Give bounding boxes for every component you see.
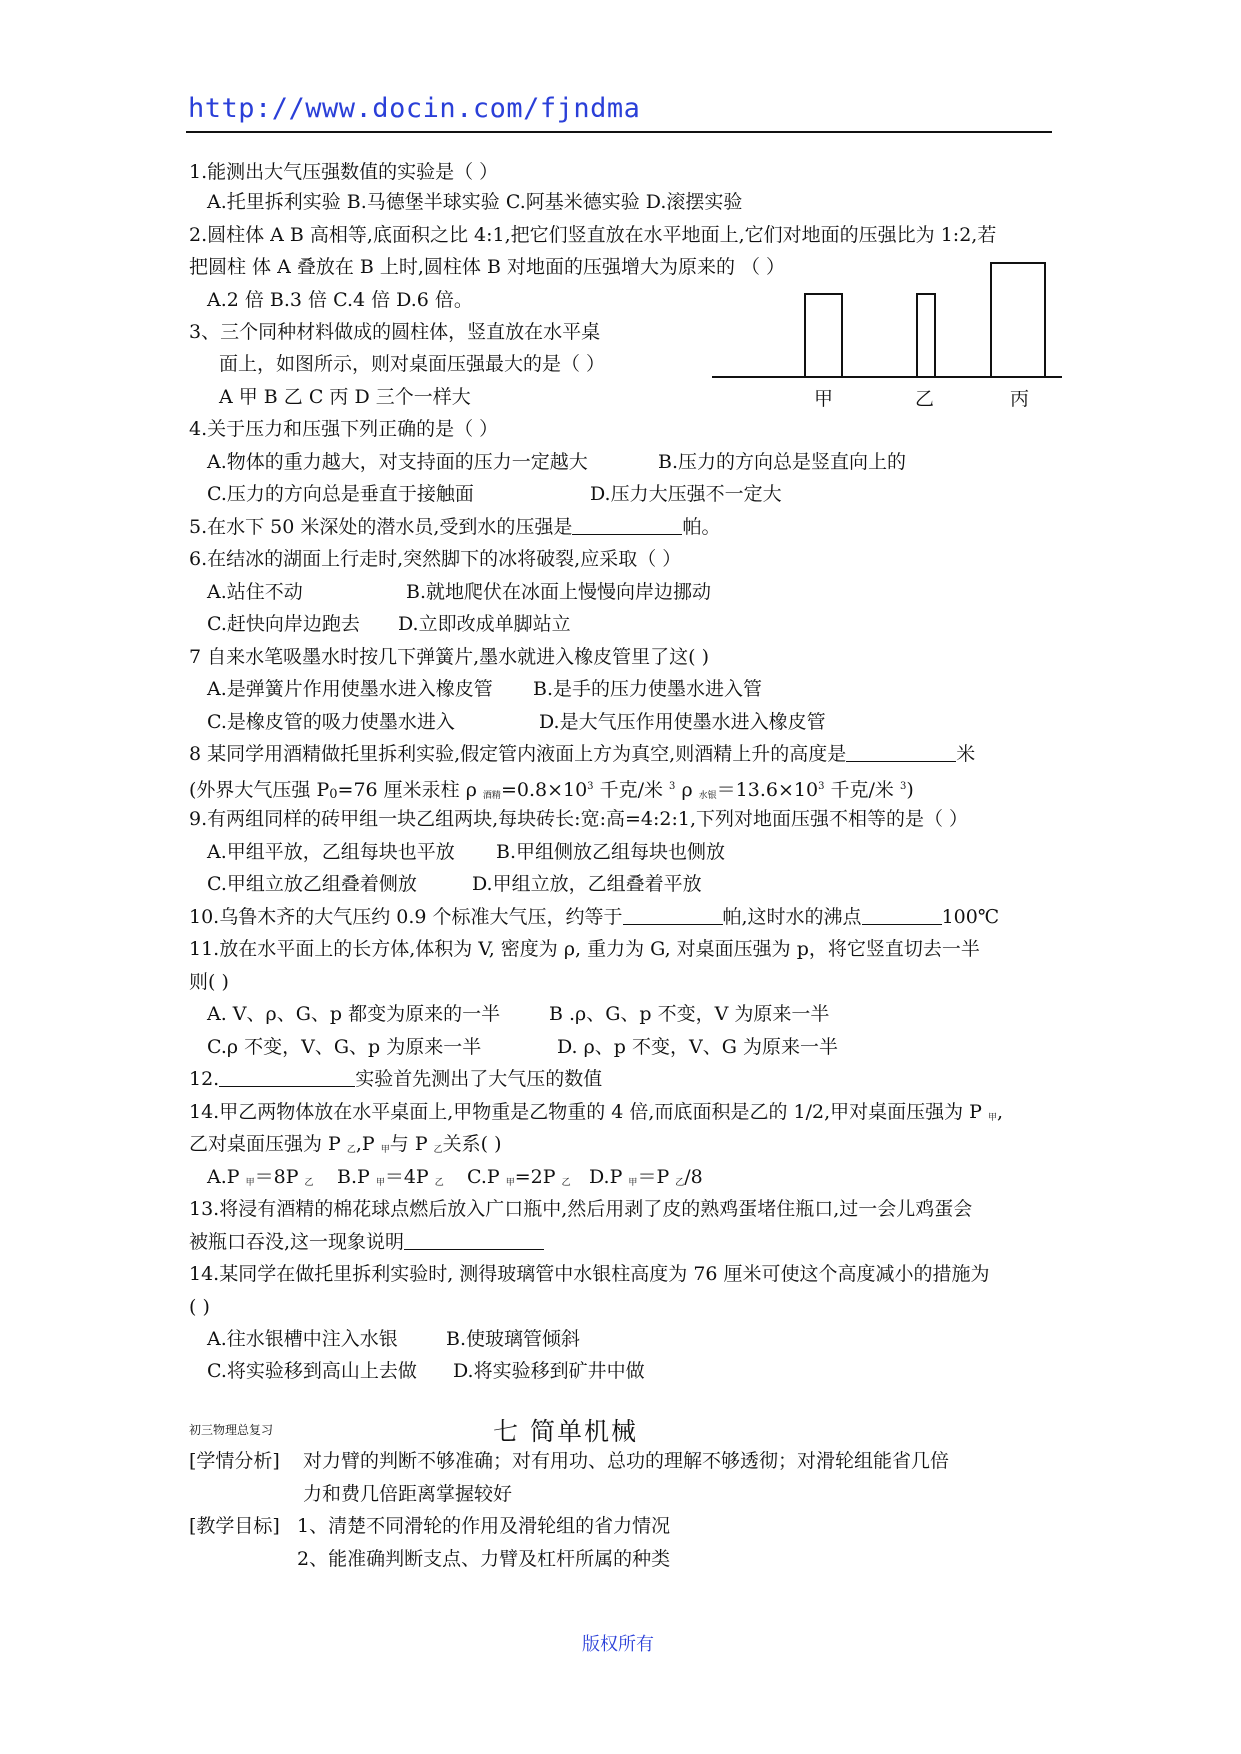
q7-stem: 7 自来水笔吸墨水时按几下弹簧片,墨水就进入橡皮管里了这( ): [189, 646, 710, 668]
q8-text: 8 某同学用酒精做托里拆利实验,假定管内液面上方为真空,则酒精上升的高度是: [189, 743, 847, 765]
analysis-line1: 对力臂的判断不够准确；对有用功、总功的理解不够透彻；对滑轮组能省几倍: [303, 1450, 950, 1472]
superscript: 3: [587, 781, 594, 792]
q8-seg: ρ: [675, 779, 699, 801]
q14b-line2: ( ): [189, 1296, 210, 1318]
q4-option-b: B.压力的方向总是竖直向上的: [658, 451, 907, 473]
q10-text: 10.乌鲁木齐的大气压约 0.9 个标准大气压，约等于: [189, 906, 623, 928]
q9-option-c: C.甲组立放乙组叠着侧放: [207, 873, 417, 895]
subscript-jia: 甲: [245, 1178, 255, 1188]
q11-option-c: C.ρ 不变，V、G、p 为原来一半: [207, 1036, 482, 1058]
q2-line2: 把圆柱 体 A 叠放在 B 上时,圆柱体 B 对地面的压强增大为原来的 （ ）: [189, 256, 786, 278]
q6-option-d: D.立即改成单脚站立: [398, 613, 571, 635]
q4-option-a: A.物体的重力越大，对支持面的压力一定越大: [207, 451, 588, 473]
q12-number: 12.: [189, 1068, 220, 1090]
subscript-jia: 甲: [505, 1178, 515, 1188]
q12-text: 实验首先测出了大气压的数值: [355, 1068, 603, 1090]
goal-item-1: 1、清楚不同滑轮的作用及滑轮组的省力情况: [297, 1515, 671, 1537]
q2-line1: 2.圆柱体 A B 高相等,底面积之比 4:1,把它们竖直放在水平地面上,它们对地面的压强比为 1:2,若: [189, 224, 997, 246]
q12-line: [189, 1066, 602, 1092]
q14a-option-a: [207, 1164, 314, 1196]
q3-line2: 面上，如图所示，则对桌面压强最大的是（ ）: [219, 353, 606, 375]
q5-line: [189, 514, 720, 540]
q8-blank[interactable]: [846, 743, 956, 762]
goal-label: [教学目标]: [189, 1515, 280, 1537]
q4-option-d: D.压力大压强不一定大: [590, 483, 782, 505]
q5-unit: 帕。: [682, 516, 721, 538]
label-jia: 甲: [814, 388, 834, 410]
q3-line1: 3、三个同种材料做成的圆柱体，竖直放在水平桌: [189, 321, 601, 343]
q9-stem: 9.有两组同样的砖甲组一块乙组两块,每块砖长:宽:高=4:2:1,下列对地面压强不相等的是（ ）: [189, 808, 969, 830]
analysis-label: [学情分析]: [189, 1450, 280, 1472]
subscript-jia: 甲: [628, 1178, 638, 1188]
q10-text-end: 100℃: [941, 906, 1000, 928]
q14b-option-b: B.使玻璃管倾斜: [446, 1328, 581, 1350]
q8-seg: 千克/米: [824, 779, 900, 801]
q8-line2: [189, 774, 914, 809]
q11-option-d: D. ρ、p 不变，V、G 为原来一半: [557, 1036, 838, 1058]
opt-text: B.P: [337, 1166, 376, 1188]
cylinder-yi: [916, 293, 936, 376]
subscript-yi: 乙: [434, 1178, 444, 1188]
header-url[interactable]: http://www.docin.com/fjndma: [188, 93, 641, 124]
q8-line1: [189, 741, 975, 767]
q6-option-b: B.就地爬伏在冰面上慢慢向岸边挪动: [406, 581, 712, 603]
q6-stem: 6.在结冰的湖面上行走时,突然脚下的冰将破裂,应采取（ ）: [189, 548, 682, 570]
q6-option-c: C.赶快向岸边跑去: [207, 613, 360, 635]
q7-option-c: C.是橡皮管的吸力使墨水进入: [207, 711, 455, 733]
q1-options: A.托里拆利实验 B.马德堡半球实验 C.阿基米德实验 D.滚摆实验: [207, 191, 743, 213]
q14a-text: ,: [997, 1101, 1004, 1123]
q14a-option-d: [589, 1164, 703, 1196]
label-yi: 乙: [915, 388, 935, 410]
q10-blank-2[interactable]: [862, 906, 942, 925]
q2-options: A.2 倍 B.3 倍 C.4 倍 D.6 倍。: [207, 289, 473, 311]
goal-item-2: 2、能准确判断支点、力臂及杠杆所属的种类: [297, 1548, 671, 1570]
analysis-line2: 力和费几倍距离掌握较好: [303, 1483, 513, 1505]
q14b-option-d: D.将实验移到矿井中做: [453, 1360, 645, 1382]
subscript-yi: 乙: [675, 1178, 685, 1188]
footer-copyright: 版权所有: [582, 1634, 654, 1655]
q6-option-a: A.站住不动: [207, 581, 303, 603]
q4-option-c: C.压力的方向总是垂直于接触面: [207, 483, 474, 505]
q9-option-d: D.甲组立放，乙组叠着平放: [472, 873, 702, 895]
q8-seg: 千克/米: [593, 779, 670, 801]
q14a-text: 乙对桌面压强为 P: [189, 1133, 347, 1155]
q14a-line1: [189, 1099, 1003, 1131]
q8-seg: ＝13.6×10: [716, 779, 819, 801]
q14a-text: 关系( ): [442, 1133, 502, 1155]
q7-option-b: B.是手的压力使墨水进入管: [533, 678, 763, 700]
q11-option-a: A. V、ρ、G、p 都变为原来的一半: [207, 1003, 501, 1025]
q13-blank[interactable]: [404, 1231, 544, 1250]
q14a-text: ,P: [355, 1133, 381, 1155]
q11-line2: 则( ): [189, 971, 229, 993]
q14b-option-a: A.往水银槽中注入水银: [207, 1328, 398, 1350]
q14b-option-c: C.将实验移到高山上去做: [207, 1360, 417, 1382]
q9-option-a: A.甲组平放，乙组每块也平放: [207, 841, 455, 863]
q14a-option-c: [467, 1164, 571, 1196]
opt-text: A.P: [207, 1166, 246, 1188]
q8-seg: =76 厘米汞柱 ρ: [337, 779, 483, 801]
opt-text: ＝P: [637, 1166, 676, 1188]
q8-unit: 米: [956, 743, 976, 765]
subscript-yi: 乙: [304, 1178, 314, 1188]
q8-seg: =0.8×10: [500, 779, 588, 801]
section-title: 七 简单机械: [493, 1417, 638, 1446]
p0-subscript: 0: [329, 787, 338, 802]
opt-text: ＝4P: [384, 1166, 435, 1188]
header-rule: [186, 131, 1052, 133]
subscript-yi: 乙: [433, 1145, 443, 1155]
q4-stem: 4.关于压力和压强下列正确的是（ ）: [189, 418, 499, 440]
q14a-text: 与 P: [389, 1133, 434, 1155]
subscript-alcohol: 酒精: [482, 791, 501, 801]
superscript: 3: [669, 781, 676, 792]
q14a-line2: [189, 1131, 502, 1163]
q14a-text: 14.甲乙两物体放在水平桌面上,甲物重是乙物重的 4 倍,而底面积是乙的 1/2,甲对桌面压强为 P: [189, 1101, 988, 1123]
subscript-jia: 甲: [380, 1145, 390, 1155]
course-label: 初三物理总复习: [189, 1423, 274, 1437]
q1-stem: 1.能测出大气压强数值的实验是（ ）: [189, 161, 499, 183]
subscript-mercury: 水银: [698, 791, 717, 801]
q11-option-b: B .ρ、G、p 不变，V 为原来一半: [549, 1003, 830, 1025]
opt-text: =2P: [514, 1166, 562, 1188]
opt-text: /8: [684, 1166, 703, 1188]
q9-option-b: B.甲组侧放乙组每块也侧放: [496, 841, 726, 863]
opt-text: C.P: [467, 1166, 506, 1188]
q5-text: 5.在水下 50 米深处的潜水员,受到水的压强是: [189, 516, 573, 538]
cylinder-jia: [804, 293, 843, 376]
q13-line1: 13.将浸有酒精的棉花球点燃后放入广口瓶中,然后用剥了皮的熟鸡蛋堵住瓶口,过一会儿鸡蛋会: [189, 1198, 973, 1220]
label-bing: 丙: [1010, 388, 1030, 410]
superscript: 3: [818, 781, 825, 792]
q13-text: 被瓶口吞没,这一现象说明: [189, 1231, 405, 1253]
cylinder-figure: [712, 258, 1062, 410]
q10-line: [189, 904, 999, 930]
opt-text: D.P: [589, 1166, 629, 1188]
subscript-yi: 乙: [346, 1145, 356, 1155]
q8-seg: ): [906, 779, 914, 801]
q13-line2: [189, 1229, 544, 1255]
subscript-jia: 甲: [988, 1113, 998, 1123]
q8-seg: (外界大气压强 P: [189, 779, 330, 801]
cylinder-bing: [990, 262, 1046, 376]
q5-blank[interactable]: [572, 516, 682, 535]
q11-line1: 11.放在水平面上的长方体,体积为 V, 密度为 ρ, 重力为 G, 对桌面压强为 p，将它竖直切去一半: [189, 938, 980, 960]
q10-blank-1[interactable]: [623, 906, 723, 925]
subscript-jia: 甲: [375, 1178, 385, 1188]
q7-option-d: D.是大气压作用使墨水进入橡皮管: [539, 711, 826, 733]
superscript: 3: [899, 781, 907, 792]
q14a-option-b: [337, 1164, 444, 1196]
opt-text: ＝8P: [254, 1166, 305, 1188]
q14b-line1: 14.某同学在做托里拆利实验时, 测得玻璃管中水银柱高度为 76 厘米可使这个高度减小的措施为: [189, 1263, 990, 1285]
subscript-yi: 乙: [561, 1178, 571, 1188]
q3-options: A 甲 B 乙 C 丙 D 三个一样大: [219, 386, 471, 408]
q10-text-mid: 帕,这时水的沸点: [722, 906, 862, 928]
q7-option-a: A.是弹簧片作用使墨水进入橡皮管: [207, 678, 493, 700]
q12-blank[interactable]: [219, 1068, 355, 1087]
table-surface: [712, 376, 1062, 378]
